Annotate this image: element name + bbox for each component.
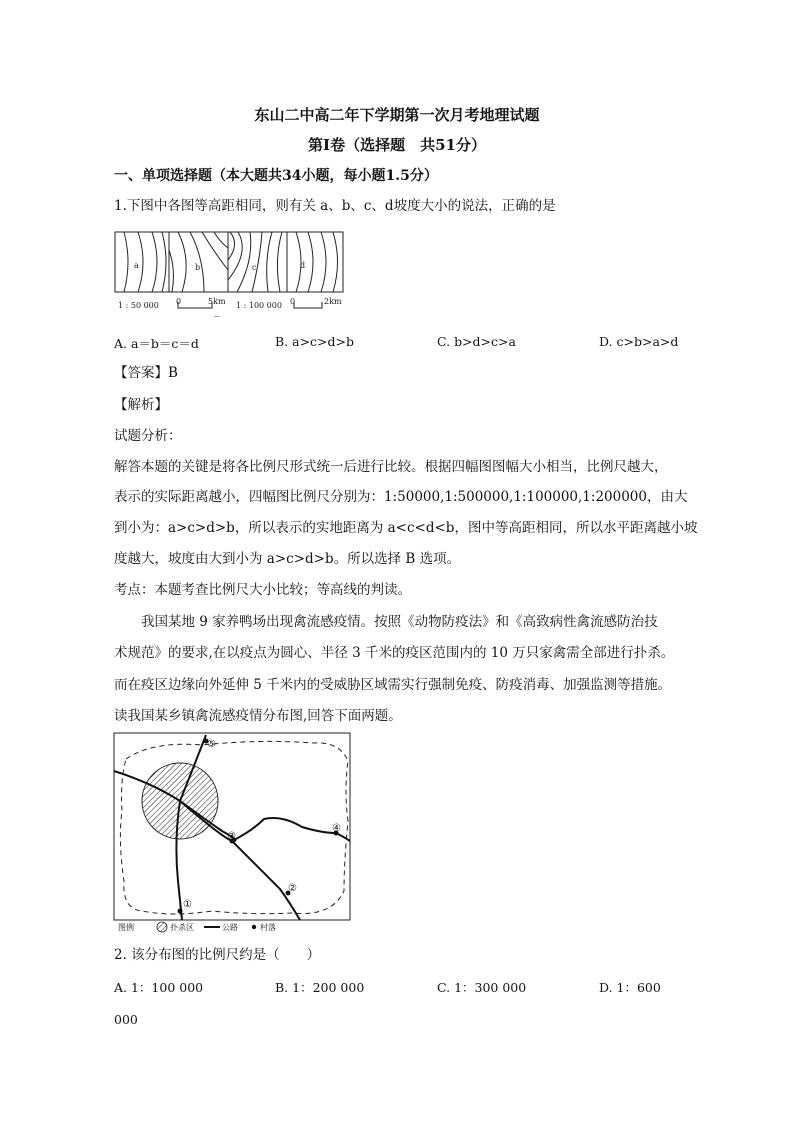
legend-village-icon [252,925,256,929]
panel-label-a: a [134,261,139,270]
village-label-2: ② [288,883,297,894]
q1-analysis-line: 解答本题的关键是将各比例尺形式统一后进行比较。根据四幅图图幅大小相当，比例尺越大， [114,459,668,475]
legend-cull-icon [157,922,167,932]
village-label-4: ④ [332,823,341,834]
village-label-3: ③ [227,831,236,842]
q2-option-d-wrap: 000 [114,1012,138,1027]
q1-analysis-line: 到小为：a>c>d>b，所以表示的实地距离为 a<c<d<b，图中等高距相同，所以水平距离越小坡 [114,520,698,536]
panel-label-c: c [252,263,257,272]
q1-analysis-line: 表示的实际距离越小，四幅图比例尺分别为：1:50000,1:500000,1:100000,1:200000，由大 [114,489,688,505]
q2-option-c[interactable]: C. 1：300 000 [437,980,527,995]
scale-ab-zero: 0 [176,297,182,306]
scale-ab-bar-label: 5km [208,297,226,306]
village-label-5: ⑤ [207,739,216,750]
page-subtitle: 第Ⅰ卷（选择题 共51分） [308,136,486,154]
village-dot [178,909,183,914]
panel-b-frame [169,232,228,292]
scale-cd-ratio: 1 : 100 000 [236,301,282,310]
legend-village: 村落 [260,923,276,932]
passage-line: 而在疫区边缘向外延伸 5 千米内的受威胁区域需实行强制免疫、防疫消毒、加强监测等措施。 [114,677,672,693]
village-label-1: ① [183,899,192,910]
q1-option-a[interactable]: A. a＝b＝c＝d [114,336,199,351]
legend-title: 图例 [118,923,134,932]
q2-option-d[interactable]: D. 1：600 [599,980,661,995]
q1-option-d[interactable]: D. c>b>a>d [599,334,679,349]
q1-analysis-line: 度越大，坡度由大到小为 a>c>d>b。所以选择 B 选项。 [114,551,461,567]
scale-cd-zero: 0 [290,297,296,306]
q2-stem: 2. 该分布图的比例尺约是（ ） [114,947,321,963]
epidemic-map [112,731,352,936]
q1-analysis-tag: 【解析】 [114,397,168,413]
panel-label-d: d [300,261,306,270]
scale-ab-mark: — [214,313,220,320]
q1-analysis-intro: 试题分析： [114,428,182,444]
panel-a-frame [115,232,169,292]
legend-cull: 扑杀区 [170,923,194,932]
passage-line: 读我国某乡镇禽流感疫情分布图,回答下面两题。 [114,708,402,724]
panel-label-b: b [195,263,201,272]
scale-ab-ratio: 1 : 50 000 [118,301,159,310]
page-title: 东山二中高二年下学期第一次月考地理试题 [254,106,540,124]
map-frame [114,733,350,920]
scale-cd-bar-label: 2km [324,297,342,306]
q2-option-b[interactable]: B. 1：200 000 [275,980,365,995]
passage-line: 术规范》的要求,在以疫点为圆心、半径 3 千米的疫区范围内的 10 万只家禽需全部进行扑杀。 [114,645,675,661]
panel-d-frame [287,232,343,292]
contour-figure [112,230,348,320]
q1-option-b[interactable]: B. a>c>d>b [275,334,355,349]
passage-line: 我国某地 9 家养鸭场出现禽流感疫情。按照《动物防疫法》和《高致病性禽流感防治技 [141,614,658,630]
q1-option-c[interactable]: C. b>d>c>a [437,334,516,349]
q1-point: 考点：本题考查比例尺大小比较；等高线的判读。 [114,582,411,598]
q1-stem: 1.下图中各图等高距相同，则有关 a、b、c、d坡度大小的说法，正确的是 [114,198,556,214]
section-heading: 一、单项选择题（本大题共34小题，每小题1.5分） [114,168,438,184]
q1-answer: 【答案】B [114,365,178,381]
q2-option-a[interactable]: A. 1：100 000 [114,980,204,995]
legend-road: 公路 [222,923,238,932]
